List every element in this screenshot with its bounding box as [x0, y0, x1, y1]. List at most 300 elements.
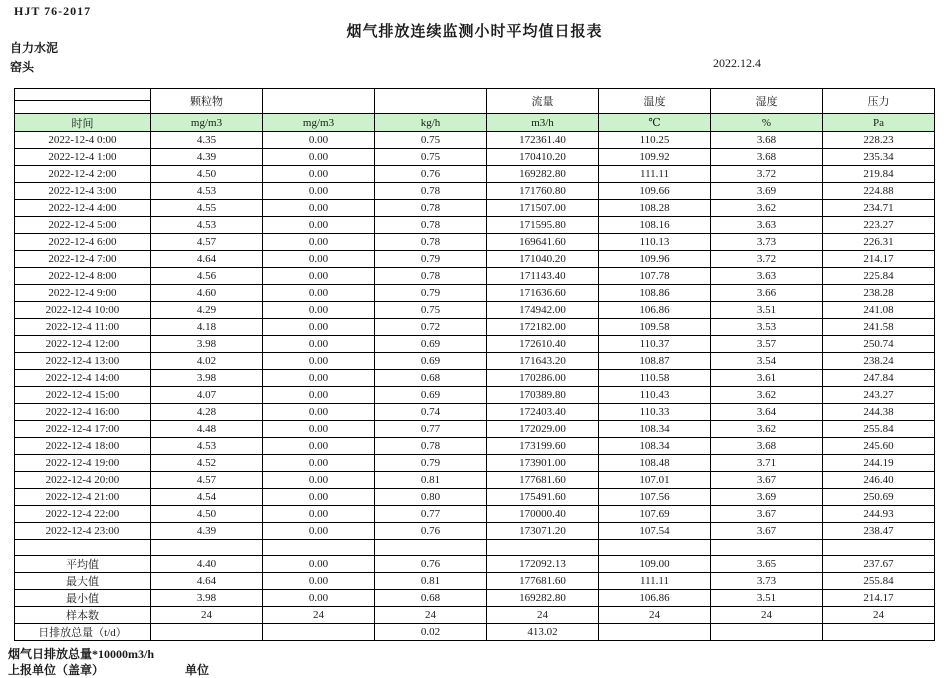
value-cell: 172029.00 [487, 421, 599, 438]
value-cell: 4.53 [151, 183, 263, 200]
daily-total-note: 烟气日排放总量*10000m3/h [8, 647, 155, 661]
value-cell: 3.66 [711, 285, 823, 302]
value-cell: 3.69 [711, 489, 823, 506]
table-row [15, 455, 935, 472]
row-label-cell: 2022-12-4 22:00 [15, 506, 151, 523]
value-cell: 24 [263, 607, 375, 624]
value-cell: 0.75 [375, 302, 487, 319]
value-cell: 0.79 [375, 455, 487, 472]
row-label-cell: 2022-12-4 0:00 [15, 132, 151, 149]
row-label-cell: 2022-12-4 23:00 [15, 523, 151, 540]
value-cell: 3.54 [711, 353, 823, 370]
value-cell: 4.53 [151, 438, 263, 455]
column-header-pressure: 压力 [823, 89, 935, 114]
value-cell: 4.64 [151, 251, 263, 268]
table-row [15, 472, 935, 489]
value-cell: 0.68 [375, 370, 487, 387]
column-header-temperature: 温度 [599, 89, 711, 114]
value-cell: 24 [375, 607, 487, 624]
value-cell: 0.00 [263, 438, 375, 455]
value-cell: 171143.40 [487, 268, 599, 285]
value-cell: 173199.60 [487, 438, 599, 455]
value-cell: 170286.00 [487, 370, 599, 387]
value-cell: 107.69 [599, 506, 711, 523]
value-cell: 108.28 [599, 200, 711, 217]
value-cell: 0.00 [263, 489, 375, 506]
value-cell: 108.34 [599, 421, 711, 438]
value-cell: 0.00 [263, 319, 375, 336]
value-cell: 107.01 [599, 472, 711, 489]
value-cell: 110.33 [599, 404, 711, 421]
value-cell: 223.27 [823, 217, 935, 234]
value-cell: 24 [487, 607, 599, 624]
value-cell [823, 624, 935, 641]
reporting-unit-label: 上报单位（盖章） [8, 663, 105, 677]
value-cell: 246.40 [823, 472, 935, 489]
value-cell: 3.62 [711, 200, 823, 217]
value-cell: 3.73 [711, 234, 823, 251]
row-label-cell: 2022-12-4 19:00 [15, 455, 151, 472]
value-cell: 24 [823, 607, 935, 624]
value-cell: 0.76 [375, 523, 487, 540]
value-cell: 4.40 [151, 556, 263, 573]
table-row [15, 166, 935, 183]
value-cell: 3.61 [711, 370, 823, 387]
row-label-cell: 2022-12-4 21:00 [15, 489, 151, 506]
row-label-cell: 2022-12-4 17:00 [15, 421, 151, 438]
table-row [15, 370, 935, 387]
value-cell: 3.63 [711, 217, 823, 234]
unit-header-row [15, 114, 935, 132]
value-cell: 4.28 [151, 404, 263, 421]
table-row [15, 234, 935, 251]
value-cell: 172092.13 [487, 556, 599, 573]
value-cell: 170389.80 [487, 387, 599, 404]
value-cell: 0.69 [375, 336, 487, 353]
value-cell: 0.00 [263, 302, 375, 319]
value-cell: 224.88 [823, 183, 935, 200]
time-column-header: 时间 [15, 114, 151, 132]
value-cell: 3.68 [711, 132, 823, 149]
standard-ref: HJT 76-2017 [14, 4, 92, 18]
row-label-cell: 2022-12-4 5:00 [15, 217, 151, 234]
value-cell: 0.00 [263, 336, 375, 353]
value-cell: 243.27 [823, 387, 935, 404]
value-cell: 0.80 [375, 489, 487, 506]
value-cell: 0.00 [263, 573, 375, 590]
value-cell: 110.25 [599, 132, 711, 149]
column-header-empty [375, 89, 487, 114]
value-cell: 172361.40 [487, 132, 599, 149]
value-cell: 0.00 [263, 234, 375, 251]
value-cell [375, 540, 487, 556]
value-cell: 225.84 [823, 268, 935, 285]
table-row [15, 319, 935, 336]
value-cell [151, 540, 263, 556]
value-cell: 4.56 [151, 268, 263, 285]
value-cell: 250.74 [823, 336, 935, 353]
value-cell: 172182.00 [487, 319, 599, 336]
summary-row [15, 607, 935, 624]
value-cell: 237.67 [823, 556, 935, 573]
value-cell: 3.98 [151, 336, 263, 353]
value-cell: 110.58 [599, 370, 711, 387]
value-cell: 106.86 [599, 590, 711, 607]
value-cell [487, 540, 599, 556]
value-cell: 108.16 [599, 217, 711, 234]
value-cell: 3.98 [151, 590, 263, 607]
value-cell: 177681.60 [487, 573, 599, 590]
value-cell: 0.79 [375, 285, 487, 302]
value-cell: 0.74 [375, 404, 487, 421]
value-cell: 3.64 [711, 404, 823, 421]
table-row [15, 506, 935, 523]
time-header-spacer-cell [15, 89, 151, 114]
column-header-particulate: 颗粒物 [151, 89, 263, 114]
row-label-cell: 2022-12-4 12:00 [15, 336, 151, 353]
table-row [15, 183, 935, 200]
value-cell: 4.35 [151, 132, 263, 149]
value-cell: 109.92 [599, 149, 711, 166]
row-label-cell: 2022-12-4 7:00 [15, 251, 151, 268]
row-label-cell: 2022-12-4 11:00 [15, 319, 151, 336]
group-header-row [15, 89, 935, 114]
summary-row [15, 573, 935, 590]
value-cell: 107.78 [599, 268, 711, 285]
value-cell: 3.72 [711, 251, 823, 268]
table-row [15, 149, 935, 166]
monitor-location: 窑头 [10, 60, 35, 74]
value-cell: 0.00 [263, 523, 375, 540]
unit-header-cell: Pa [823, 114, 935, 132]
value-cell [599, 624, 711, 641]
value-cell: 175491.60 [487, 489, 599, 506]
row-label-cell: 2022-12-4 10:00 [15, 302, 151, 319]
row-label-cell: 2022-12-4 16:00 [15, 404, 151, 421]
value-cell: 4.57 [151, 472, 263, 489]
value-cell: 0.72 [375, 319, 487, 336]
spacer-subcell [15, 101, 150, 113]
value-cell: 238.24 [823, 353, 935, 370]
value-cell: 0.00 [263, 404, 375, 421]
value-cell: 110.37 [599, 336, 711, 353]
value-cell: 0.78 [375, 217, 487, 234]
value-cell: 3.65 [711, 556, 823, 573]
value-cell: 234.71 [823, 200, 935, 217]
value-cell: 244.19 [823, 455, 935, 472]
value-cell: 3.67 [711, 472, 823, 489]
value-cell: 24 [151, 607, 263, 624]
value-cell: 238.47 [823, 523, 935, 540]
value-cell: 170000.40 [487, 506, 599, 523]
value-cell: 4.50 [151, 166, 263, 183]
value-cell: 0.00 [263, 455, 375, 472]
value-cell: 3.67 [711, 506, 823, 523]
value-cell: 173901.00 [487, 455, 599, 472]
row-label-cell: 2022-12-4 8:00 [15, 268, 151, 285]
value-cell: 24 [599, 607, 711, 624]
value-cell: 214.17 [823, 251, 935, 268]
value-cell: 3.63 [711, 268, 823, 285]
value-cell: 0.00 [263, 251, 375, 268]
value-cell: 169282.80 [487, 590, 599, 607]
value-cell: 3.53 [711, 319, 823, 336]
page-title: 烟气排放连续监测小时平均值日报表 [346, 24, 603, 40]
value-cell: 171040.20 [487, 251, 599, 268]
value-cell: 108.48 [599, 455, 711, 472]
table-row [15, 336, 935, 353]
unit-header-cell: kg/h [375, 114, 487, 132]
spacer-subcell [15, 89, 150, 101]
value-cell: 4.57 [151, 234, 263, 251]
unit-header-cell: % [711, 114, 823, 132]
value-cell: 3.98 [151, 370, 263, 387]
value-cell: 171507.00 [487, 200, 599, 217]
value-cell: 241.08 [823, 302, 935, 319]
unit-header-cell: ℃ [599, 114, 711, 132]
value-cell: 110.43 [599, 387, 711, 404]
value-cell: 4.64 [151, 573, 263, 590]
column-header-flow: 流量 [487, 89, 599, 114]
value-cell: 3.51 [711, 590, 823, 607]
value-cell: 255.84 [823, 421, 935, 438]
row-label-cell: 2022-12-4 4:00 [15, 200, 151, 217]
summary-row [15, 624, 935, 641]
value-cell: 109.00 [599, 556, 711, 573]
value-cell: 0.00 [263, 556, 375, 573]
row-label-cell: 最小值 [15, 590, 151, 607]
value-cell: 0.76 [375, 166, 487, 183]
value-cell: 3.67 [711, 523, 823, 540]
value-cell: 0.00 [263, 370, 375, 387]
value-cell [263, 624, 375, 641]
value-cell: 0.00 [263, 506, 375, 523]
row-label-cell: 日排放总量（t/d） [15, 624, 151, 641]
value-cell: 4.07 [151, 387, 263, 404]
value-cell: 0.81 [375, 472, 487, 489]
value-cell: 3.68 [711, 438, 823, 455]
value-cell: 177681.60 [487, 472, 599, 489]
value-cell: 0.00 [263, 353, 375, 370]
value-cell: 244.38 [823, 404, 935, 421]
table-row [15, 251, 935, 268]
value-cell: 0.00 [263, 472, 375, 489]
value-cell: 0.79 [375, 251, 487, 268]
report-date: 2022.12.4 [713, 56, 761, 70]
value-cell: 0.69 [375, 353, 487, 370]
report-table-body [15, 132, 935, 641]
row-label-cell [15, 540, 151, 556]
value-cell: 172403.40 [487, 404, 599, 421]
row-label-cell: 平均值 [15, 556, 151, 573]
value-cell: 3.57 [711, 336, 823, 353]
value-cell: 0.00 [263, 387, 375, 404]
value-cell: 171595.80 [487, 217, 599, 234]
table-row [15, 353, 935, 370]
value-cell: 0.02 [375, 624, 487, 641]
value-cell: 3.69 [711, 183, 823, 200]
value-cell: 109.58 [599, 319, 711, 336]
value-cell: 0.78 [375, 438, 487, 455]
table-row [15, 302, 935, 319]
value-cell: 24 [711, 607, 823, 624]
value-cell: 0.00 [263, 183, 375, 200]
value-cell: 4.53 [151, 217, 263, 234]
column-header-humidity: 湿度 [711, 89, 823, 114]
table-row [15, 132, 935, 149]
table-row [15, 489, 935, 506]
value-cell: 255.84 [823, 573, 935, 590]
row-label-cell: 2022-12-4 9:00 [15, 285, 151, 302]
table-row [15, 421, 935, 438]
value-cell: 106.86 [599, 302, 711, 319]
row-label-cell: 2022-12-4 18:00 [15, 438, 151, 455]
value-cell: 0.00 [263, 200, 375, 217]
value-cell: 0.00 [263, 268, 375, 285]
value-cell: 171636.60 [487, 285, 599, 302]
table-row [15, 268, 935, 285]
summary-row [15, 590, 935, 607]
value-cell: 3.62 [711, 421, 823, 438]
table-row [15, 404, 935, 421]
value-cell: 3.51 [711, 302, 823, 319]
value-cell: 0.75 [375, 132, 487, 149]
value-cell: 245.60 [823, 438, 935, 455]
value-cell: 174942.00 [487, 302, 599, 319]
value-cell: 241.58 [823, 319, 935, 336]
row-label-cell: 2022-12-4 15:00 [15, 387, 151, 404]
row-label-cell: 2022-12-4 13:00 [15, 353, 151, 370]
company-name: 自力水泥 [10, 41, 59, 55]
value-cell: 4.54 [151, 489, 263, 506]
table-row [15, 438, 935, 455]
value-cell: 0.00 [263, 285, 375, 302]
value-cell: 4.39 [151, 523, 263, 540]
value-cell: 108.34 [599, 438, 711, 455]
value-cell: 214.17 [823, 590, 935, 607]
column-header-empty [263, 89, 375, 114]
unit-header-cell: mg/m3 [151, 114, 263, 132]
value-cell: 0.78 [375, 183, 487, 200]
value-cell: 0.77 [375, 421, 487, 438]
value-cell: 4.60 [151, 285, 263, 302]
value-cell: 0.68 [375, 590, 487, 607]
value-cell: 226.31 [823, 234, 935, 251]
row-label-cell: 样本数 [15, 607, 151, 624]
value-cell: 4.02 [151, 353, 263, 370]
value-cell: 169282.80 [487, 166, 599, 183]
table-row [15, 387, 935, 404]
report-table [14, 88, 935, 641]
value-cell: 109.66 [599, 183, 711, 200]
table-row [15, 200, 935, 217]
row-label-cell: 2022-12-4 14:00 [15, 370, 151, 387]
value-cell [599, 540, 711, 556]
value-cell [263, 540, 375, 556]
value-cell: 169641.60 [487, 234, 599, 251]
value-cell: 4.29 [151, 302, 263, 319]
value-cell [711, 540, 823, 556]
value-cell: 238.28 [823, 285, 935, 302]
value-cell: 0.75 [375, 149, 487, 166]
value-cell: 0.00 [263, 166, 375, 183]
row-label-cell: 2022-12-4 3:00 [15, 183, 151, 200]
value-cell: 110.13 [599, 234, 711, 251]
value-cell: 219.84 [823, 166, 935, 183]
value-cell: 172610.40 [487, 336, 599, 353]
value-cell: 108.87 [599, 353, 711, 370]
value-cell: 4.50 [151, 506, 263, 523]
value-cell: 173071.20 [487, 523, 599, 540]
row-label-cell: 2022-12-4 6:00 [15, 234, 151, 251]
value-cell: 3.68 [711, 149, 823, 166]
value-cell: 4.48 [151, 421, 263, 438]
value-cell: 109.96 [599, 251, 711, 268]
unit-header-cell: mg/m3 [263, 114, 375, 132]
table-row [15, 523, 935, 540]
value-cell [823, 540, 935, 556]
value-cell: 0.00 [263, 421, 375, 438]
value-cell: 0.77 [375, 506, 487, 523]
value-cell: 111.11 [599, 166, 711, 183]
value-cell: 170410.20 [487, 149, 599, 166]
value-cell: 0.76 [375, 556, 487, 573]
value-cell: 235.34 [823, 149, 935, 166]
value-cell: 171643.20 [487, 353, 599, 370]
value-cell: 4.39 [151, 149, 263, 166]
table-row [15, 217, 935, 234]
value-cell: 0.78 [375, 268, 487, 285]
value-cell: 0.00 [263, 590, 375, 607]
value-cell: 4.55 [151, 200, 263, 217]
value-cell: 250.69 [823, 489, 935, 506]
unit-header-cell: m3/h [487, 114, 599, 132]
value-cell: 4.52 [151, 455, 263, 472]
value-cell: 0.78 [375, 234, 487, 251]
value-cell: 247.84 [823, 370, 935, 387]
value-cell: 108.86 [599, 285, 711, 302]
row-label-cell: 最大值 [15, 573, 151, 590]
value-cell: 3.73 [711, 573, 823, 590]
value-cell [151, 624, 263, 641]
value-cell: 107.54 [599, 523, 711, 540]
value-cell: 0.78 [375, 200, 487, 217]
spacer-row [15, 540, 935, 556]
value-cell: 3.72 [711, 166, 823, 183]
value-cell: 413.02 [487, 624, 599, 641]
row-label-cell: 2022-12-4 1:00 [15, 149, 151, 166]
row-label-cell: 2022-12-4 20:00 [15, 472, 151, 489]
value-cell: 228.23 [823, 132, 935, 149]
value-cell: 0.69 [375, 387, 487, 404]
value-cell [711, 624, 823, 641]
unit-label: 单位 [185, 663, 210, 677]
value-cell: 0.00 [263, 149, 375, 166]
value-cell: 0.00 [263, 132, 375, 149]
table-row [15, 285, 935, 302]
value-cell: 111.11 [599, 573, 711, 590]
value-cell: 0.81 [375, 573, 487, 590]
value-cell: 107.56 [599, 489, 711, 506]
summary-row [15, 556, 935, 573]
value-cell: 3.62 [711, 387, 823, 404]
value-cell: 3.71 [711, 455, 823, 472]
value-cell: 171760.80 [487, 183, 599, 200]
value-cell: 244.93 [823, 506, 935, 523]
row-label-cell: 2022-12-4 2:00 [15, 166, 151, 183]
value-cell: 4.18 [151, 319, 263, 336]
value-cell: 0.00 [263, 217, 375, 234]
